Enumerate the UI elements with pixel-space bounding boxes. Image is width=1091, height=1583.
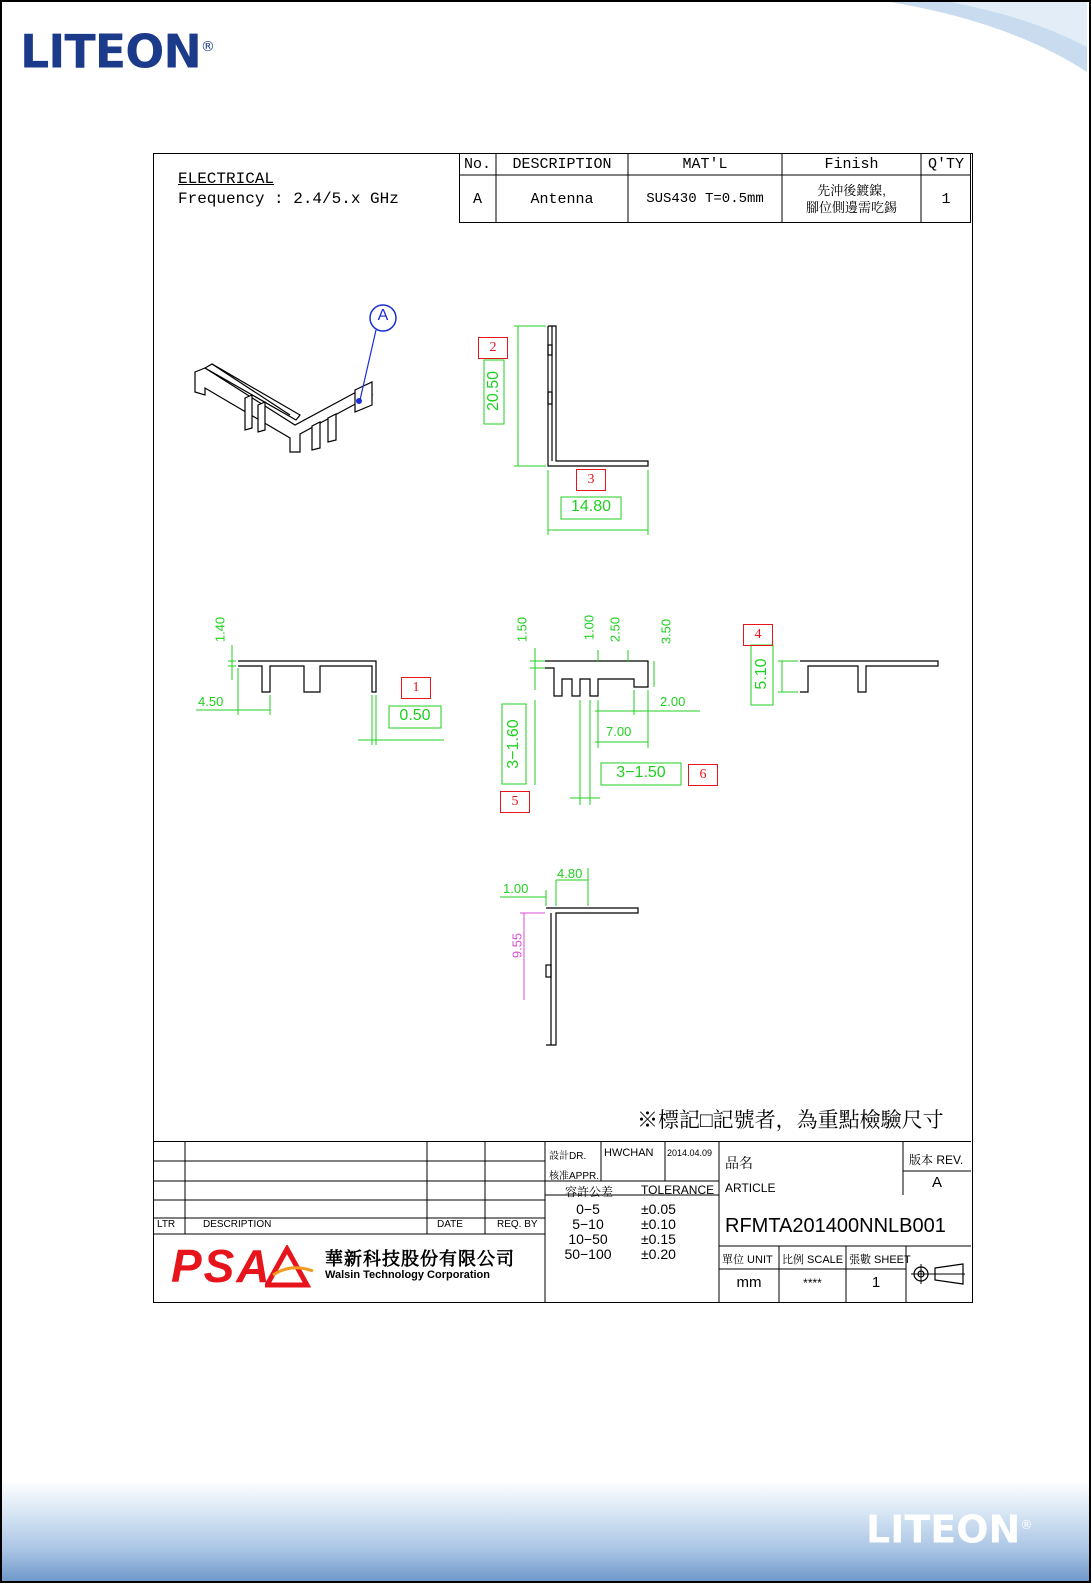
bottom-view	[546, 908, 638, 1045]
electrical-heading: ELECTRICAL	[178, 170, 275, 188]
bom-cell-no: A	[472, 191, 482, 208]
tol-value-4: ±0.20	[641, 1246, 676, 1262]
article-label: ARTICLE	[725, 1181, 776, 1195]
psa-logo	[171, 1241, 272, 1291]
tol-value-2: ±0.10	[641, 1216, 676, 1232]
sheet-label: 張數 SHEET	[849, 1254, 911, 1266]
marker-6: 6	[688, 764, 718, 786]
tolerance-label-cn: 容許公差	[565, 1185, 614, 1199]
marker-1: 1	[401, 677, 431, 699]
dim-2-00: 2.00	[660, 694, 686, 709]
bom-cell-finish-2: 腳位側邊需吃錫	[805, 200, 897, 215]
marker-5: 5	[500, 791, 530, 813]
bom-cell-description: Antenna	[530, 191, 594, 208]
bom-cell-finish-1: 先沖後鍍鎳,	[817, 183, 886, 198]
tol-range-4: 50−100	[564, 1246, 612, 1262]
tol-range-3: 10−50	[568, 1231, 608, 1247]
top-view	[548, 326, 648, 466]
scale-label: 比例 SCALE	[782, 1254, 844, 1266]
dim-9-55: 9.55	[509, 932, 525, 959]
tol-value-3: ±0.15	[641, 1231, 676, 1247]
registered-mark: ®	[200, 39, 214, 55]
dim-3-50: 3.50	[658, 618, 674, 645]
unit-label: 單位 UNIT	[722, 1254, 773, 1266]
projection-symbol-icon	[911, 1259, 967, 1289]
dim-5-10: 5.10	[753, 658, 770, 690]
dim-7-00: 7.00	[606, 724, 632, 739]
dim-1-50: 1.50	[514, 616, 530, 643]
psa-logo-text: PSA	[171, 1240, 272, 1292]
scale-value: ****	[803, 1276, 822, 1290]
dim-4-80: 4.80	[557, 866, 583, 881]
marker-2: 2	[478, 337, 508, 359]
dim-14-80: 14.80	[570, 498, 612, 515]
marker-3: 3	[576, 469, 606, 491]
designer-name: HWCHAN	[604, 1147, 654, 1159]
dim-1-00-b: 1.00	[503, 881, 529, 896]
designer-label: 設計DR.	[549, 1151, 587, 1162]
company-name-en: Walsin Technology Corporation	[325, 1269, 490, 1281]
rev-value: A	[931, 1174, 942, 1191]
company-name-cn: 華新科技股份有限公司	[325, 1249, 515, 1269]
bom-header-finish: Finish	[824, 156, 879, 173]
marker-4: 4	[743, 624, 773, 646]
article-label-cn: 品名	[725, 1157, 753, 1172]
dim-3-1-60: 3−1.60	[505, 719, 522, 769]
bom-header-material: MAT'L	[682, 156, 728, 173]
isometric-view	[195, 364, 372, 452]
frequency-text: Frequency : 2.4/5.x GHz	[178, 190, 399, 208]
liteon-logo-text: LITEON	[20, 24, 201, 79]
dim-20-50: 20.50	[485, 370, 502, 412]
tol-range-2: 5−10	[572, 1216, 604, 1232]
tol-value-1: ±0.05	[641, 1201, 676, 1217]
rev-header-ltr: LTR	[157, 1219, 176, 1230]
callout-a-label: A	[377, 307, 389, 324]
sheet-value: 1	[871, 1274, 881, 1291]
dim-0-50: 0.50	[399, 707, 431, 724]
bom-header-no: No.	[463, 156, 491, 173]
dim-2-50: 2.50	[607, 616, 623, 643]
design-date: 2014.04.09	[667, 1148, 713, 1158]
bom-header-qty: Q'TY	[927, 156, 964, 173]
tolerance-label: TOLERANCE	[641, 1183, 715, 1197]
footer-registered-mark: ®	[1020, 1518, 1033, 1532]
title-block	[153, 1141, 971, 1302]
unit-value: mm	[736, 1274, 762, 1291]
psa-swoosh-icon	[265, 1245, 315, 1289]
dim-3-1-50: 3−1.50	[616, 764, 666, 781]
footer-logo-text: LITEON	[866, 1507, 1021, 1552]
article-number: RFMTA201400NNLB001	[725, 1215, 946, 1237]
rev-header-reqby: REQ. BY	[497, 1219, 538, 1230]
rev-label: 版本 REV.	[909, 1153, 964, 1167]
dim-4-50: 4.50	[198, 694, 224, 709]
side-view-right	[800, 661, 938, 692]
rev-header-description: DESCRIPTION	[203, 1219, 272, 1230]
rev-header-date: DATE	[437, 1219, 463, 1230]
front-view-left	[238, 661, 376, 692]
bom-cell-qty: 1	[941, 191, 951, 208]
inspection-note: ※標記□記號者，為重點檢驗尺寸	[637, 1108, 944, 1132]
front-view-middle	[545, 661, 648, 696]
dim-1-00-a: 1.00	[581, 614, 597, 641]
bom-cell-material: SUS430 T=0.5mm	[646, 191, 764, 207]
bom-header-description: DESCRIPTION	[512, 156, 612, 173]
approver-label: 核准APPR.	[549, 1171, 600, 1182]
tol-range-1: 0−5	[576, 1201, 600, 1217]
dim-1-40: 1.40	[212, 616, 228, 643]
